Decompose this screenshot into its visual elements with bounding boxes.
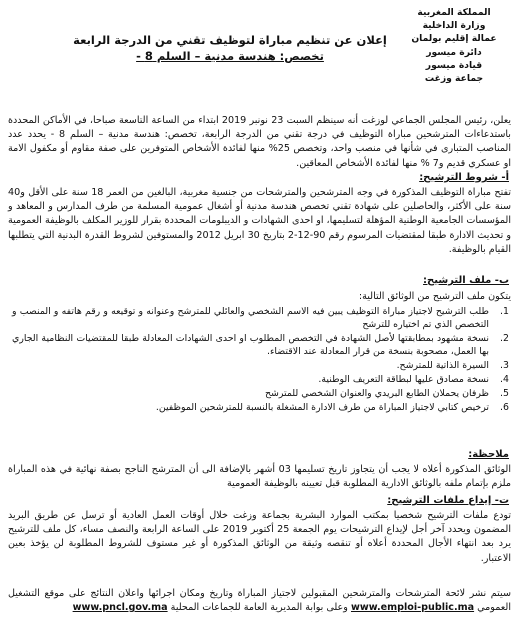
list-item — [12, 332, 509, 358]
header-line: وزارة الداخلية — [422, 20, 486, 32]
specialty-title: تخصص: هندسة مدنية – السلم 8 - — [136, 49, 324, 63]
item-number: 5. — [500, 388, 509, 399]
item-text: نسخة مشهود بمطابقتها لأصل الشهادة في التخصص المطلوب او احدى الشهادات المعادلة طبقا للمقتضيات النظامية الجاري بها العمل، مصحوبة بنسخة من قرار المعادلة عند الاقتضاء. — [12, 333, 489, 357]
list-item — [12, 359, 509, 372]
item-text: السيرة الذاتية للمترشح. — [396, 360, 489, 371]
list-item — [12, 305, 509, 331]
header-line: دائرة ميسور — [426, 46, 482, 58]
item-text: طلب الترشيح لاجتياز مباراة التوظيف يبين فيه الاسم الشخصي والعائلي للمترشح وعنوانه و توقيعه و رقم هاتفه و المنصب و التخصص الذي تم اختياره للترشح — [12, 306, 489, 330]
section-c-heading: ت- إيداع ملفات الترشيح: — [387, 495, 509, 506]
section-a-heading: أ- شروط الترشيح: — [419, 172, 509, 183]
header-line: جماعة وزغت — [424, 73, 484, 85]
section-b-heading: ب- ملف الترشيح: — [423, 275, 509, 286]
item-number: 1. — [500, 306, 509, 317]
item-text: ترخيص كتابي لاجتياز المباراة من طرف الادارة المشغلة بالنسبة للمترشحين الموظفين. — [155, 402, 489, 413]
notice-text: سيتم نشر لائحة المترشحات والمترشحين المقبولين لاجتياز المباراة وتاريخ ومكان اجرائها واعلان النتائج على موقع التشغيل العمومي — [8, 588, 511, 614]
section-c-text: تودع ملفات الترشيح شخصيا بمكتب الموارد البشرية بجماعة وزغت خلال أوقات العمل العادية أو ترسل عن طريق البريد المضمون ويحدد آخر أجل لإيداع الترشيحات يوم الجمعة 25 أكتوبر 2019 على الساعة الرابعة والنصف مساء، كل ملف للترشيح يرد بعد انتهاء الأجال المحددة أعلاه أو تنقصه وثيقة من الوثائق المذكورة أو غير مستوف للشروط المطلوبة لن يؤخذ بعين الاعتبار. — [8, 510, 511, 564]
notice-text-middle: وعلى بوابة المديرية العامة للجماعات المحلية — [170, 602, 348, 614]
item-number: 4. — [500, 374, 509, 385]
publication-notice — [8, 587, 511, 615]
item-number: 6. — [500, 402, 509, 413]
note-text: الوثائق المذكورة أعلاه لا يجب أن يتجاوز تاريخ تسليمها 03 أشهر بالإضافة الى أن المترشح الناجح بصفة نهائية في هذه المباراة ملزم بإتمام ملفه بالوثائق الادارية المطلوبة قبل تعيينه بالوظيفة العمومية — [8, 464, 511, 490]
item-number: 3. — [500, 360, 509, 371]
documents-list — [12, 305, 509, 415]
announcement-title: إعلان عن تنظيم مباراة لتوظيف تقني من الدرجة الرابعة — [73, 33, 387, 47]
note-heading: ملاحظة: — [468, 449, 509, 460]
section-b-intro: يتكون ملف الترشيح من الوثائق التالية: — [358, 291, 511, 302]
intro-paragraph: يعلن، رئيس المجلس الجماعي لوزغت أنه سينظم السبت 23 نونبر 2019 ابتداء من الساعة التاسعة صباحا، في الأماكن المحددة باستدعاءات المترشحين مباراة التوظيف في درجة تقني من الدرجة الرابعة، تخصص: هندسة مدنية – السلم 8 - يحدد عدد المناصب المتبارى في شأنها في منصب واحد، وتخصص 25% منها لفائدة الأشخاص المتوفرين على صفة مقاوم أو مكفول الامة او عسكري قديم و7 % منها لفائدة الأشخاص المعاقين. — [8, 115, 511, 169]
list-item — [12, 387, 509, 400]
item-text: نسخة مصادق عليها لبطاقة التعريف الوطنية. — [318, 374, 489, 385]
pncl-link[interactable]: www.pncl.gov.ma — [72, 602, 168, 614]
header-line: المملكة المغربية — [417, 7, 491, 18]
list-item — [12, 401, 509, 414]
list-item — [12, 373, 509, 386]
header-line: عمالة إقليم بولمان — [411, 33, 497, 45]
item-text: ظرفان يحملان الطابع البريدي والعنوان الشخصي للمترشح — [264, 388, 489, 399]
item-number: 2. — [500, 333, 509, 344]
section-a-text: تفتح مباراة التوظيف المذكورة في وجه المترشحين والمترشحات من جنسية مغربية، البالغين من العمر 18 سنة على الأقل و40 سنة على الأكثر، والحاصلين على شهادة تقني تخصص هندسة مدنية أو أشغال عمومية المسلمة من طرف المدارس و المعاهد و المؤسسات الجامعية الوطنية المؤهلة لتسليمها، او احدى الشهادات و الديبلومات المحددة بقرار للوزير المكلف بالوظيفة العمومية و تحديث الادارة طبقا لمقتضيات المرسوم رقم 90-12-2 بتاريخ 30 ابريل 2012 والمستوفين لشروط القدرة البدنية التي يتطلبها القيام بالوظيفة. — [8, 187, 511, 255]
header-line: قيادة ميسور — [425, 59, 483, 71]
emploi-public-link[interactable]: www.emploi-public.ma — [350, 602, 475, 614]
